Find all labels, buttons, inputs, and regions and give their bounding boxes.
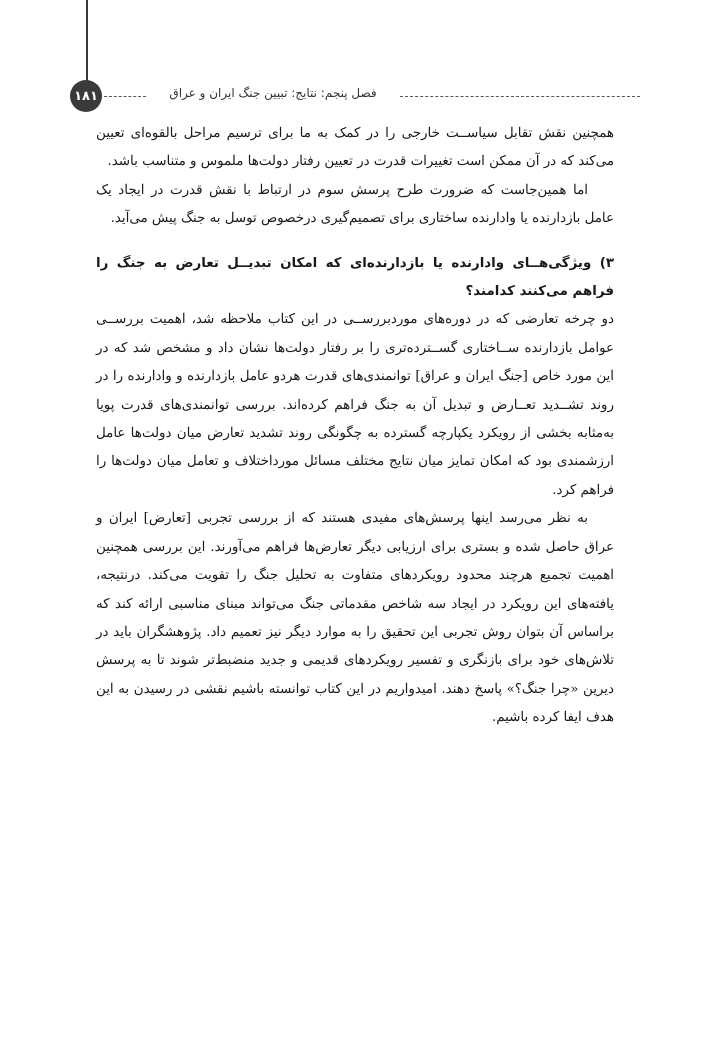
paragraph-1: همچنین نقش تقابل سیاســت خارجی را در کمک به ما برای ترسیم مراحل بالقوه‌ای تعیین می‌کند که در آن ممکن است تغییرات قدرت در تعیین رفتار دولت‌ها ملموس و متناسب باشد. — [96, 126, 614, 170]
running-header — [70, 80, 640, 112]
paragraph-3: دو چرخه تعارضی که در دوره‌های موردبررســی در این کتاب ملاحظه شد، اهمیت بررســی عوامل بازدارنده ســاختاری گســترده‌تری را بر رفتار دولت‌ها نشان داد و مشخص شد که در این مورد خاص [جنگ ایران و عراق] توانمندی‌های قدرت هردو عامل بازدارنده و وادارنده را در روند تشــدید تعــارض و تبدیل آن به جنگ فراهم کرده‌اند. بررسی توانمندی‌های قدرت پویا به‌مثابه بخشی از رویکرد یکپارچه گسترده به چگونگی روند تشدید تعارض میان دولت‌ها عامل ارزشمندی بود که امکان تمایز میان نتایج مختلف مسائل مورداختلاف و تعامل میان دولت‌ها را فراهم کرد. — [96, 312, 614, 498]
page-number-badge: ۱۸۱ — [70, 80, 102, 112]
margin-rule — [86, 0, 88, 86]
page-body — [96, 120, 614, 733]
paragraph-2: اما همین‌جاست که ضرورت طرح پرسش سوم در ارتباط با نقش قدرت در ایجاد یک عامل بازدارنده یا وادارنده ساختاری برای تصمیم‌گیری درخصوص توسل به جنگ پیش می‌آید. — [96, 182, 614, 227]
header-dash-left — [104, 96, 146, 97]
paragraph-4: به نظر می‌رسد اینها پرسش‌های مفیدی هستند که از بررسی تجربی [تعارض] ایران و عراق حاصل شده و بستری برای ارزیابی دیگر تعارض‌ها فراهم می‌آورند. این بررسی همچنین اهمیت تجمیع هرچند محدود رویکردهای متفاوت به تحلیل جنگ را تقویت می‌کند. درنتیجه، یافته‌های این رویکرد در ایجاد سه شاخص مقدماتی جنگ می‌تواند مبنای مناسبی ارائه کند که براساس آن بتوان روش تجربی این تحقیق را به موارد دیگر نیز تعمیم داد. پژوهشگران باید در تلاش‌های خود برای بازنگری و تفسیر رویکردهای قدیمی و جدید منضبط‌تر شوند تا به پرسش دیرین «چرا جنگ؟» پاسخ دهند. امیدواریم در این کتاب توانسته باشیم نقشی در رسیدن به این هدف ایفا کرده باشیم. — [96, 511, 614, 726]
header-dash-right — [400, 96, 640, 97]
chapter-title: فصل پنجم: نتایج: تبیین جنگ ایران و عراق — [169, 86, 377, 100]
section-heading: ۳) ویژگی‌هــای وادارنده یا بازدارنده‌ای که امکان تبدیــل تعارض به جنگ را فراهم می‌کنند کدامند؟ — [96, 255, 614, 300]
